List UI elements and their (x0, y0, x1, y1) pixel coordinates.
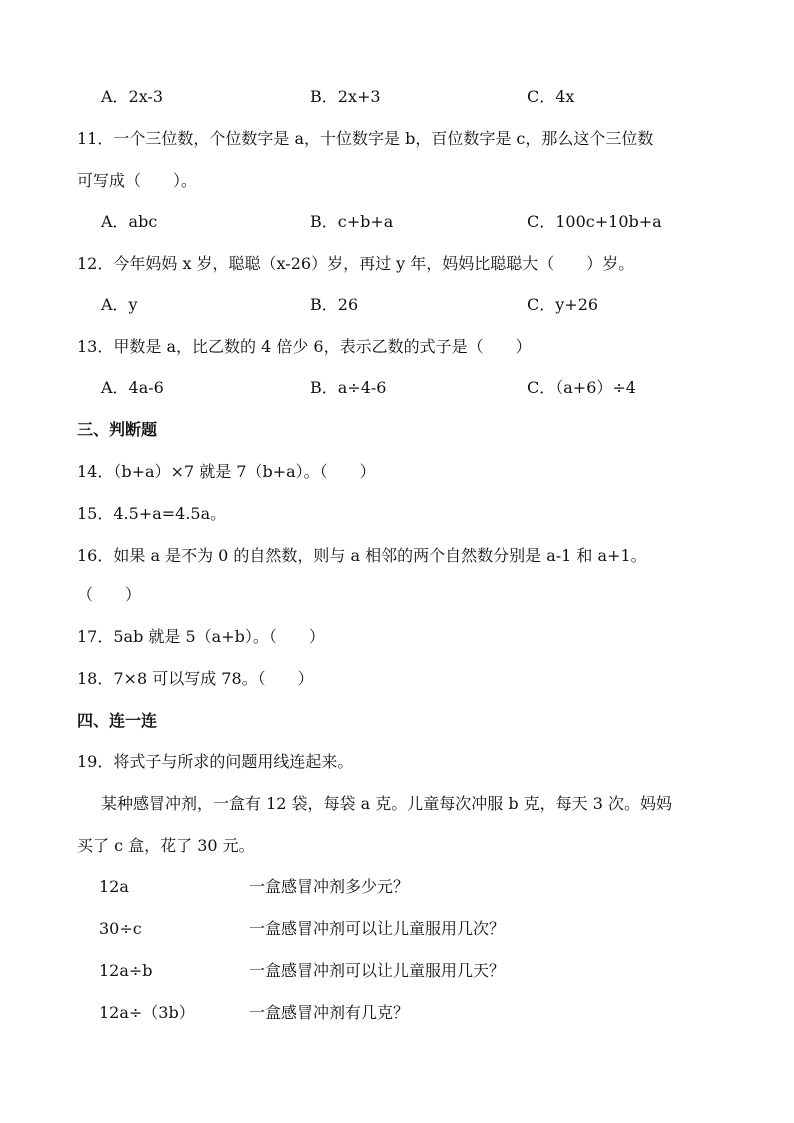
q12-options (101, 294, 761, 316)
q14-statement: 14．（b+a）×7 就是 7（b+a）。（ ） (77, 462, 376, 481)
q11-option-c: C．100c+10b+a (527, 212, 662, 231)
matching-expression: 30÷c (99, 919, 142, 938)
q11-stem-line2: 可写成（ ）。 (77, 171, 198, 190)
q12-stem: 12．今年妈妈 x 岁，聪聪（x-26）岁，再过 y 年，妈妈比聪聪大（ ）岁。 (77, 254, 635, 273)
q12-option-c: C．y+26 (527, 295, 599, 314)
q13-option-a: A．4a-6 (101, 378, 164, 397)
q10-options (101, 86, 761, 108)
q15-statement: 15．4.5+a=4.5a。 (77, 504, 227, 523)
matching-expression: 12a (99, 877, 129, 896)
q16-statement-line2: （ ） (77, 585, 142, 604)
q13-option-b: B．a÷4-6 (310, 378, 387, 397)
q16-statement-line1: 16．如果 a 是不为 0 的自然数，则与 a 相邻的两个自然数分别是 a-1 和 a+1。 (77, 546, 647, 565)
q12-option-a: A．y (101, 295, 138, 314)
matching-question: 一盒感冒冲剂可以让儿童服用几天？ (249, 961, 506, 980)
q12-option-b: B．26 (310, 295, 359, 314)
matching-pair (99, 1002, 599, 1024)
section-matching-heading: 四、连一连 (77, 711, 158, 730)
q10-option-b: B．2x+3 (310, 87, 381, 106)
matching-question: 一盒感冒冲剂有几克？ (249, 1003, 410, 1022)
matching-pair (99, 918, 599, 940)
q13-options (101, 377, 761, 399)
section-true-false-heading: 三、判断题 (77, 420, 158, 439)
q17-statement: 17．5ab 就是 5（a+b）。（ ） (77, 627, 325, 646)
matching-question: 一盒感冒冲剂多少元？ (249, 877, 410, 896)
q11-option-a: A．abc (101, 212, 158, 231)
q19-stem: 19．将式子与所求的问题用线连起来。 (77, 752, 354, 771)
q10-option-a: A．2x-3 (101, 87, 164, 106)
q19-context-line2: 买了 c 盒，花了 30 元。 (77, 836, 255, 855)
q11-stem-line1: 11．一个三位数，个位数字是 a，十位数字是 b，百位数字是 c，那么这个三位数 (77, 129, 654, 148)
q11-option-b: B．c+b+a (310, 212, 394, 231)
q11-options (101, 211, 761, 233)
matching-expression: 12a÷（3b） (99, 1003, 195, 1022)
q13-option-c: C．（a+6）÷4 (527, 378, 636, 397)
matching-pair (99, 960, 599, 982)
q18-statement: 18．7×8 可以写成 78。（ ） (77, 669, 314, 688)
matching-pair (99, 876, 599, 898)
q13-stem: 13．甲数是 a，比乙数的 4 倍少 6，表示乙数的式子是（ ） (77, 337, 532, 356)
matching-expression: 12a÷b (99, 961, 153, 980)
matching-question: 一盒感冒冲剂可以让儿童服用几次？ (249, 919, 506, 938)
q19-context-line1: 某种感冒冲剂，一盒有 12 袋，每袋 a 克。儿童每次冲服 b 克，每天 3 次。妈妈 (101, 794, 673, 813)
q10-option-c: C．4x (527, 87, 575, 106)
